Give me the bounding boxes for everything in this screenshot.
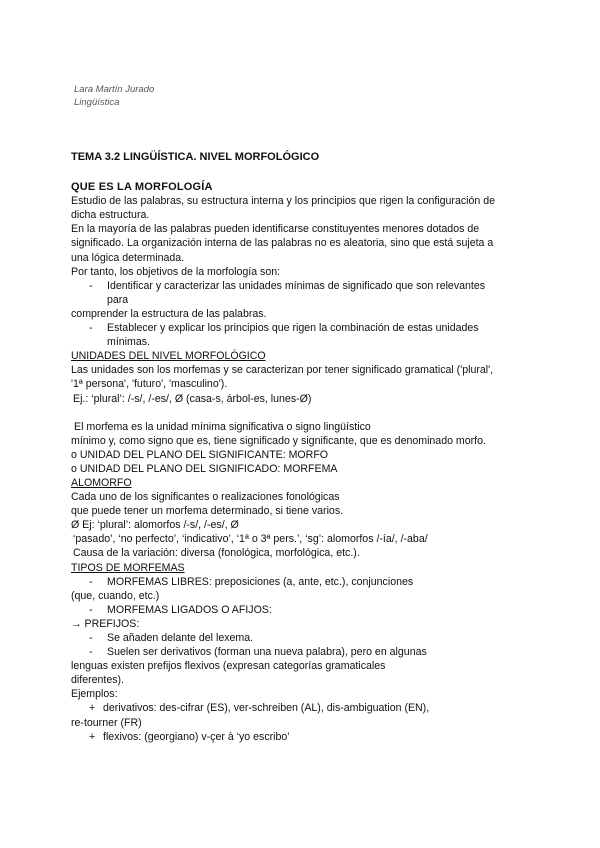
paragraph-line: Cada uno de los significantes o realizaciones fonológicas [71,491,340,504]
paragraph-line: '1ª persona', 'futuro', 'masculino'). [71,378,228,391]
author-name: Lara Martín Jurado [74,84,155,95]
page-header [74,83,154,109]
paragraph-line: → PREFIJOS: [71,617,140,630]
document-body [71,150,531,744]
bullet-item: - Suelen ser derivativos (forman una nueva palabra), pero en algunas [89,646,427,659]
dash-bullet: - [89,575,93,588]
paragraph-line: diferentes). [71,674,124,687]
paragraph-line: Por tanto, los objetivos de la morfología son: [71,265,281,278]
section-heading: QUE ES LA MORFOLOGÍA [71,181,213,194]
paragraph-line: Ejemplos: [71,688,118,701]
paragraph-line: Las unidades son los morfemas y se caracterizan por tener significado gramatical ('plural', [71,364,494,377]
paragraph-line: Ej.: ‘plural’: /-s/, /-es/, Ø (casa-s, árbol-es, lunes-Ø) [73,392,312,405]
dash-bullet: - [89,322,93,335]
section-heading: TIPOS DE MORFEMAS [71,561,185,574]
paragraph-line: comprender la estructura de las palabras. [71,307,267,320]
paragraph-line: o UNIDAD DEL PLANO DEL SIGNIFICANTE: MORFO [71,448,329,461]
paragraph-line: para [107,293,129,306]
subject-name: Lingüística [74,97,120,108]
paragraph-line: ‘pasado’, ‘no perfecto’, ‘indicativo’, ‘1ª o 3ª pers.’, ‘sg’: alomorfos /-ía/, /-aba/ [73,533,428,546]
dash-bullet: - [89,603,93,616]
plus-bullet: + [89,730,96,743]
bullet-item: - MORFEMAS LIGADOS O AFIJOS: [89,603,272,616]
dash-bullet: - [89,279,93,292]
paragraph-line: Causa de la variación: diversa (fonológica, morfológica, etc.). [73,547,360,560]
paragraph-line: mínimo y, como signo que es, tiene significado y significante, que es denominado morfo. [71,434,486,447]
paragraph-line: El morfema es la unidad mínima significativa o signo lingüístico [74,420,371,433]
blank-line [71,406,531,420]
bullet-item: - Establecer y explicar los principios que rigen la combinación de estas unidades [89,322,479,335]
document-title: TEMA 3.2 LINGÜÍSTICA. NIVEL MORFOLÓGICO [71,151,320,163]
plus-bullet: + [89,702,96,715]
bullet-item: + derivativos: des-cifrar (ES), ver-schreiben (AL), dis-ambiguation (EN), [89,702,430,715]
section-heading: ALOMORFO [71,476,132,489]
paragraph-line: una lógica determinada. [71,251,185,264]
paragraph-line: re-tourner (FR) [71,716,142,729]
paragraph-line: dicha estructura. [71,209,150,222]
paragraph-line: Ø Ej: ‘plural’: alomorfos /-s/, /-es/, Ø [71,519,239,532]
paragraph-line: mínimas. [107,336,150,349]
bullet-item: - Se añaden delante del lexema. [89,632,254,644]
paragraph-line: o UNIDAD DEL PLANO DEL SIGNIFICADO: MORFEMA [71,462,338,475]
bullet-item: + flexivos: (georgiano) v-çer à ‘yo escribo’ [89,730,290,743]
paragraph-line: lenguas existen prefijos flexivos (expresan categorías gramaticales [71,660,386,673]
section-heading: UNIDADES DEL NIVEL MORFOLÓGICO [71,350,266,363]
bullet-item: - MORFEMAS LIBRES: preposiciones (a, ante, etc.), conjunciones [89,575,414,588]
bullet-item: - Identificar y caracterizar las unidades mínimas de significado que son relevantes [89,279,486,292]
paragraph-line: (que, cuando, etc.) [71,589,160,602]
paragraph-line: que puede tener un morfema determinado, si tiene varios. [71,505,344,518]
dash-bullet: - [89,632,93,644]
paragraph-line: En la mayoría de las palabras pueden identificarse constituyentes menores dotados de [71,223,480,236]
dash-bullet: - [89,646,93,659]
paragraph-line: Estudio de las palabras, su estructura interna y los principios que rigen la configuración de [71,195,495,208]
paragraph-line: significado. La organización interna de las palabras no es aleatoria, sino que está sujeta a [71,237,494,250]
